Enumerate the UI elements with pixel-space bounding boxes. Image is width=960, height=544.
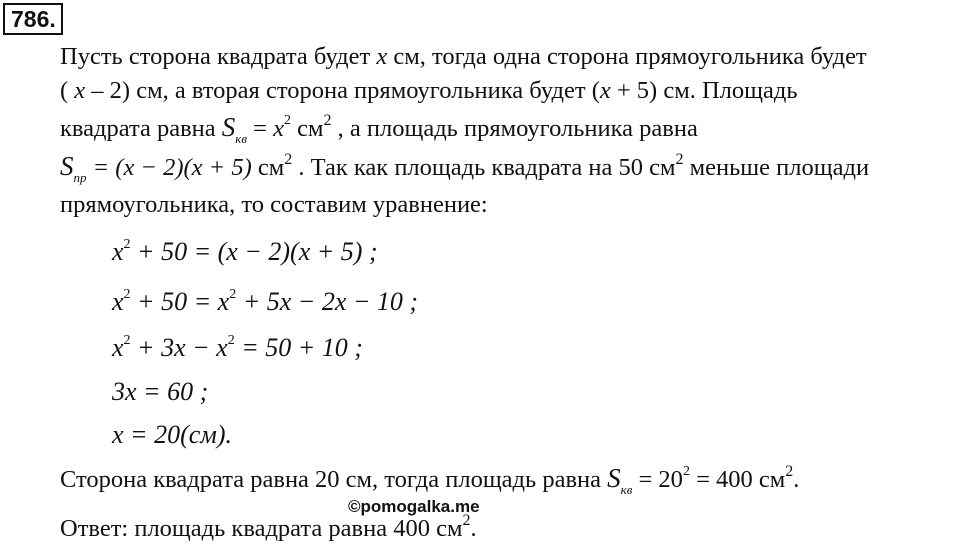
equation-3: $x^2 + 3x - x^2 = 50 + 10$ ; <box>112 333 363 362</box>
equation-2: $x^2 + 50 = x^2 + 5x - 2x - 10$ ; <box>112 287 419 316</box>
intro-line-3: квадрата равна $S_{кв} = x^2$ $см^2$ , а площадь прямоугольника равна <box>60 112 698 146</box>
equation-1: $x^2 + 50 = (x - 2)(x + 5)$ ; <box>112 237 378 266</box>
intro-line-5: прямоугольника, то составим уравнение: <box>60 191 488 218</box>
problem-number: 786. <box>3 3 63 35</box>
answer-line: Ответ: площадь квадрата равна 400 $см^2$. <box>60 512 477 542</box>
conclusion-line: Сторона квадрата равна 20 см, тогда площадь равна $S_{кв} = 20^2 = 400$ $см^2$. <box>60 463 800 497</box>
watermark: ©pomogalka.me <box>348 497 480 516</box>
intro-line-1: Пусть сторона квадрата будет x см, тогда одна сторона прямоугольника будет <box>60 43 867 70</box>
equation-5: x = 20(см). <box>112 420 233 449</box>
intro-line-4: $S_{пр} = (x - 2)(x + 5)$ $см^2$ . Так как площадь квадрата на 50 $см^2$ меньше площади <box>60 151 870 185</box>
equation-4: 3x = 60 ; <box>112 377 209 406</box>
intro-line-2: ( x – 2) см, а вторая сторона прямоугольника будет (x + 5) см. Площадь <box>60 77 798 104</box>
